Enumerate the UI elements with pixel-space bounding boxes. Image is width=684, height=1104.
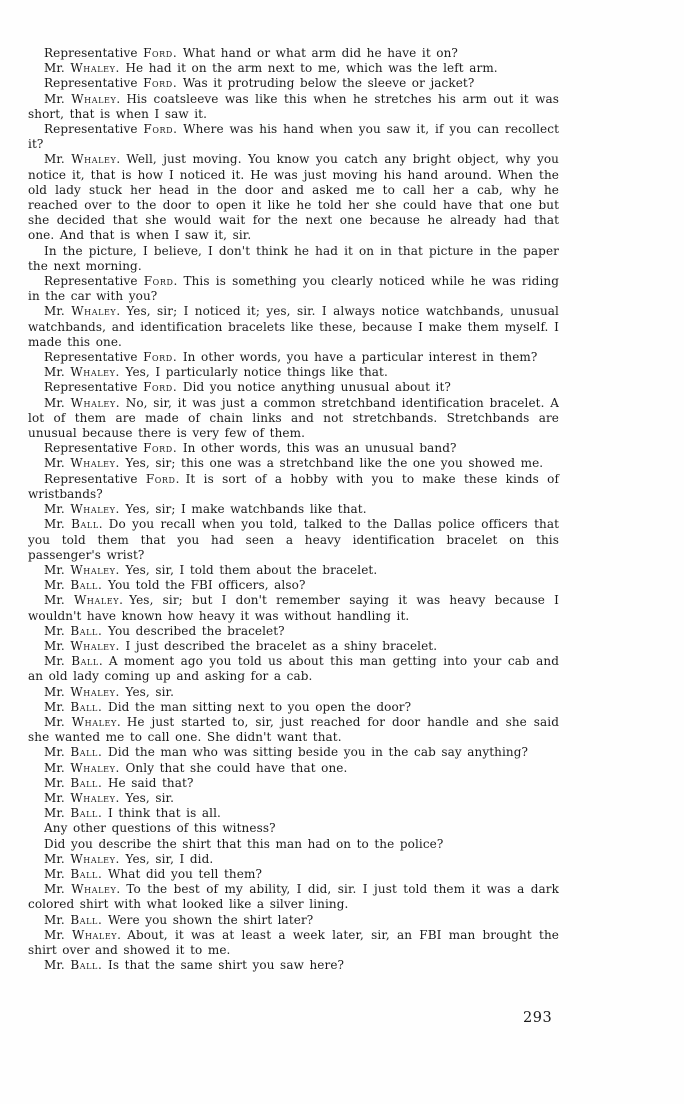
paragraph-text: This is something you clearly noticed while he was riding in the car with you?	[28, 274, 560, 304]
speaker-label	[44, 761, 125, 775]
testimony-paragraph	[28, 441, 559, 456]
paragraph-text: He said that?	[107, 775, 194, 790]
speaker-label	[44, 380, 183, 394]
paragraph-text: Yes, sir.	[125, 790, 174, 805]
paragraph-text: About, it was at least a week later, sir, an FBI man brought the shirt over and showed it to me.	[28, 927, 559, 957]
speaker-separator: .	[116, 714, 127, 729]
speaker-separator: .	[172, 380, 183, 395]
speaker-prefix: Mr.	[44, 714, 72, 729]
speaker-label	[44, 563, 125, 577]
speaker-name: Ford	[143, 380, 173, 395]
speaker-prefix: Representative	[44, 441, 144, 456]
paragraph-text: I think that is all.	[107, 806, 221, 821]
speaker-name: Ball	[70, 806, 98, 821]
speaker-name: Whaley	[70, 638, 116, 653]
speaker-separator: .	[115, 456, 126, 471]
speaker-prefix: Mr.	[44, 775, 71, 790]
paragraph-text: Yes, sir; this one was a stretchband like the one you showed me.	[125, 456, 544, 471]
speaker-label	[44, 913, 108, 927]
testimony-paragraph	[28, 958, 559, 973]
speaker-name: Ball	[70, 866, 98, 881]
speaker-separator: .	[116, 152, 127, 167]
testimony-paragraph	[28, 92, 559, 122]
testimony-paragraph	[28, 882, 559, 912]
speaker-label	[44, 776, 108, 790]
speaker-name: Ball	[70, 958, 98, 973]
speaker-prefix: Mr.	[44, 866, 71, 881]
speaker-name: Whaley	[71, 91, 117, 106]
testimony-paragraph	[28, 76, 559, 91]
testimony-paragraph	[28, 761, 559, 776]
paragraph-text: Is that the same shirt you saw here?	[107, 958, 345, 973]
speaker-name: Ball	[70, 578, 98, 593]
speaker-separator: .	[115, 684, 126, 699]
paragraph-text: Did you notice anything unusual about it?	[182, 380, 451, 395]
speaker-separator: .	[97, 745, 108, 760]
speaker-name: Ball	[70, 775, 98, 790]
speaker-prefix: Mr.	[44, 851, 71, 866]
speaker-label	[44, 396, 126, 410]
speaker-label	[44, 700, 108, 714]
speaker-separator: .	[116, 882, 127, 897]
paragraph-text: What did you tell them?	[107, 866, 262, 881]
paragraph-text: In other words, you have a particular interest in them?	[182, 350, 538, 365]
speaker-label	[44, 882, 126, 896]
speaker-label	[44, 639, 125, 653]
testimony-paragraph	[28, 624, 559, 639]
testimony-paragraph	[28, 654, 559, 684]
speaker-separator: .	[97, 578, 108, 593]
speaker-label	[44, 122, 183, 136]
speaker-separator: .	[173, 122, 184, 137]
speaker-label	[44, 852, 125, 866]
speaker-separator: .	[115, 61, 126, 76]
speaker-prefix: Mr.	[44, 365, 71, 380]
speaker-prefix: Mr.	[44, 578, 71, 593]
speaker-label	[44, 441, 183, 455]
speaker-prefix: Mr.	[44, 502, 71, 517]
speaker-separator: .	[97, 623, 108, 638]
speaker-prefix: Mr.	[44, 456, 71, 471]
testimony-paragraph	[28, 700, 559, 715]
speaker-name: Whaley	[70, 790, 116, 805]
testimony-paragraph	[28, 472, 559, 502]
speaker-separator: .	[115, 638, 126, 653]
speaker-label	[44, 593, 129, 607]
speaker-name: Ball	[71, 517, 99, 532]
speaker-label	[44, 958, 108, 972]
speaker-separator: .	[97, 958, 108, 973]
speaker-separator: .	[172, 350, 183, 365]
speaker-prefix: Mr.	[44, 699, 71, 714]
speaker-prefix: Mr.	[44, 882, 72, 897]
speaker-label	[44, 46, 183, 60]
testimony-paragraph	[28, 685, 559, 700]
speaker-prefix: Representative	[44, 471, 146, 486]
speaker-separator: .	[98, 654, 109, 669]
speaker-name: Ford	[145, 471, 176, 486]
speaker-separator: .	[115, 760, 126, 775]
speaker-label	[44, 791, 125, 805]
testimony-paragraph	[28, 244, 559, 274]
speaker-name: Ball	[70, 699, 98, 714]
speaker-name: Whaley	[71, 152, 117, 167]
speaker-prefix: Representative	[44, 274, 144, 289]
testimony-paragraph	[28, 304, 559, 350]
speaker-name: Ball	[71, 654, 99, 669]
speaker-name: Whaley	[70, 502, 116, 517]
testimony-paragraph	[28, 578, 559, 593]
speaker-name: Ford	[143, 274, 174, 289]
speaker-separator: .	[98, 517, 109, 532]
speaker-prefix: Mr.	[44, 395, 71, 410]
paragraph-text: Yes, sir, I told them about the bracelet.	[125, 562, 378, 577]
speaker-separator: .	[115, 851, 126, 866]
testimony-paragraph	[28, 396, 559, 442]
speaker-separator: .	[115, 790, 126, 805]
paragraph-text: Well, just moving. You know you catch any bright object, why you notice it, that is how I noticed it. He was just moving his hand around. When the old lady stuck her head in the door and asked me to call her a cab, why he reached over to the door to open it like he told her she could have that one but she decided that she would wait for the next one because he already had that one. And that is when I saw it, sir.	[28, 152, 559, 243]
page-number: 293	[523, 1010, 553, 1026]
speaker-separator: .	[173, 274, 184, 289]
testimony-paragraph	[28, 867, 559, 882]
speaker-name: Whaley	[71, 714, 117, 729]
testimony-paragraph	[28, 61, 559, 76]
speaker-name: Ball	[70, 745, 98, 760]
speaker-separator: .	[115, 395, 126, 410]
paragraph-text: I just described the bracelet as a shiny bracelet.	[125, 638, 438, 653]
speaker-label	[44, 472, 186, 486]
speaker-name: Ford	[143, 350, 173, 365]
speaker-name: Whaley	[70, 365, 116, 380]
speaker-prefix: Mr.	[44, 152, 72, 167]
speaker-name: Ford	[143, 46, 173, 60]
testimony-paragraph	[28, 350, 559, 365]
paragraph-text: His coatsleeve was like this when he stretches his arm out it was short, that is when I saw it.	[28, 91, 559, 121]
testimony-paragraph	[28, 852, 559, 867]
speaker-prefix: Mr.	[44, 790, 71, 805]
speaker-separator: .	[116, 304, 127, 319]
speaker-name: Whaley	[70, 562, 116, 577]
speaker-name: Whaley	[71, 304, 117, 319]
speaker-name: Ball	[70, 912, 98, 927]
speaker-prefix: Mr.	[44, 638, 71, 653]
testimony-paragraph	[28, 274, 559, 304]
speaker-separator: .	[97, 699, 108, 714]
paragraph-text: In the picture, I believe, I don't think he had it on in that picture in the paper the next morning.	[28, 243, 559, 273]
testimony-paragraph	[28, 46, 559, 61]
speaker-label	[44, 624, 108, 638]
speaker-name: Whaley	[72, 927, 118, 942]
speaker-label	[44, 654, 109, 668]
speaker-label	[44, 867, 108, 881]
testimony-paragraph	[28, 776, 559, 791]
testimony-paragraph	[28, 517, 559, 563]
speaker-label	[44, 61, 125, 75]
paragraph-text: Yes, sir; but I don't remember saying it was heavy because I wouldn't have known how heavy it was without handling it.	[28, 593, 559, 623]
paragraph-text: Do you recall when you told, talked to the Dallas police officers that you told them that you had seen a heavy identification bracelet on this passenger's wrist?	[28, 517, 559, 562]
speaker-name: Whaley	[70, 760, 116, 775]
speaker-separator: .	[172, 441, 183, 456]
speaker-separator: .	[172, 76, 183, 91]
testimony-paragraph	[28, 928, 559, 958]
paragraph-text: You described the bracelet?	[107, 623, 285, 638]
speaker-name: Whaley	[70, 395, 116, 410]
testimony-paragraph	[28, 639, 559, 654]
paragraph-text: In other words, this was an unusual band?	[182, 441, 457, 456]
testimony-body	[28, 46, 559, 973]
speaker-label	[44, 76, 183, 90]
speaker-name: Whaley	[71, 882, 117, 897]
paragraph-text: No, sir, it was just a common stretchband identification bracelet. A lot of them are made of chain links and not stretchbands. Stretchbands are unusual because there is very few of them.	[28, 395, 559, 441]
testimony-paragraph	[28, 745, 559, 760]
paragraph-text: Did you describe the shirt that this man had on to the police?	[44, 836, 444, 851]
speaker-prefix: Mr.	[44, 760, 71, 775]
paragraph-text: Yes, sir; I noticed it; yes, sir. I always notice watchbands, unusual watchbands, and identification bracelets like these, because I make them myself. I made this one.	[28, 304, 559, 349]
speaker-separator: .	[97, 912, 108, 927]
speaker-label	[44, 365, 125, 379]
speaker-label	[44, 92, 126, 106]
testimony-paragraph	[28, 456, 559, 471]
paragraph-text: Were you shown the shirt later?	[107, 912, 314, 927]
speaker-separator: .	[119, 593, 130, 608]
testimony-paragraph	[28, 821, 559, 836]
paragraph-text: Did the man sitting next to you open the door?	[107, 699, 412, 714]
paragraph-text: To the best of my ability, I did, sir. I just told them it was a dark colored shirt with what looked like a silver lining.	[28, 882, 559, 912]
speaker-label	[44, 152, 126, 166]
paragraph-text: Was it protruding below the sleeve or jacket?	[182, 76, 475, 91]
speaker-label	[44, 274, 184, 288]
speaker-prefix: Mr.	[44, 654, 72, 669]
speaker-prefix: Mr.	[44, 745, 71, 760]
speaker-name: Whaley	[70, 456, 116, 471]
speaker-name: Ford	[143, 441, 173, 456]
speaker-name: Ford	[143, 76, 173, 91]
speaker-prefix: Representative	[44, 122, 144, 137]
speaker-prefix: Mr.	[44, 806, 71, 821]
testimony-paragraph	[28, 365, 559, 380]
testimony-paragraph	[28, 791, 559, 806]
testimony-paragraph	[28, 913, 559, 928]
paragraph-text: You told the FBI officers, also?	[107, 578, 306, 593]
speaker-name: Whaley	[70, 684, 116, 699]
speaker-prefix: Representative	[44, 380, 144, 395]
speaker-name: Whaley	[73, 593, 120, 608]
speaker-label	[44, 745, 108, 759]
paragraph-text: Yes, sir.	[125, 684, 174, 699]
speaker-name: Whaley	[70, 61, 116, 76]
speaker-separator: .	[115, 365, 126, 380]
paragraph-text: Only that she could have that one.	[125, 760, 348, 775]
paragraph-text: He had it on the arm next to me, which was the left arm.	[125, 61, 498, 76]
speaker-prefix: Representative	[44, 46, 144, 60]
testimony-paragraph	[28, 122, 559, 152]
speaker-prefix: Mr.	[44, 91, 72, 106]
speaker-prefix: Mr.	[44, 593, 74, 608]
speaker-prefix: Mr.	[44, 684, 71, 699]
paragraph-text: A moment ago you told us about this man getting into your cab and an old lady coming up and asking for a cab.	[28, 654, 559, 684]
paragraph-text: Any other questions of this witness?	[44, 821, 276, 836]
speaker-name: Ball	[70, 623, 98, 638]
speaker-separator: .	[172, 46, 183, 60]
testimony-paragraph	[28, 593, 559, 623]
paragraph-text: It is sort of a hobby with you to make these kinds of wristbands?	[28, 471, 559, 501]
speaker-name: Whaley	[70, 851, 116, 866]
speaker-label	[44, 685, 125, 699]
paragraph-text: What hand or what arm did he have it on?	[182, 46, 458, 60]
speaker-prefix: Mr.	[44, 958, 71, 973]
speaker-separator: .	[117, 927, 128, 942]
paragraph-text: Yes, sir, I did.	[125, 851, 214, 866]
speaker-prefix: Representative	[44, 76, 144, 91]
paragraph-text: He just started to, sir, just reached for door handle and she said she wanted me to call one. She didn't want that.	[28, 714, 559, 745]
paragraph-text: Did the man who was sitting beside you in the cab say anything?	[107, 745, 529, 760]
testimony-paragraph	[28, 502, 559, 517]
speaker-label	[44, 806, 108, 820]
speaker-label	[44, 502, 125, 516]
testimony-paragraph	[28, 837, 559, 852]
speaker-name: Ford	[143, 122, 174, 137]
testimony-paragraph	[28, 380, 559, 395]
speaker-separator: .	[116, 91, 127, 106]
testimony-paragraph	[28, 563, 559, 578]
testimony-paragraph	[28, 715, 559, 745]
speaker-separator: .	[97, 866, 108, 881]
speaker-prefix: Mr.	[44, 517, 72, 532]
speaker-separator: .	[115, 562, 126, 577]
speaker-prefix: Mr.	[44, 304, 72, 319]
speaker-separator: .	[175, 471, 186, 486]
paragraph-text: Yes, I particularly notice things like that.	[125, 365, 388, 380]
speaker-label	[44, 517, 109, 531]
speaker-separator: .	[115, 502, 126, 517]
paragraph-text: Yes, sir; I make watchbands like that.	[125, 502, 367, 517]
paragraph-text: Where was his hand when you saw it, if you can recollect it?	[28, 122, 559, 152]
speaker-label	[44, 350, 183, 364]
testimony-paragraph	[28, 806, 559, 821]
speaker-separator: .	[97, 806, 108, 821]
speaker-prefix: Mr.	[44, 927, 73, 942]
testimony-paragraph	[28, 152, 559, 243]
speaker-label	[44, 456, 125, 470]
speaker-label	[44, 578, 108, 592]
speaker-label	[44, 928, 127, 942]
speaker-prefix: Mr.	[44, 623, 71, 638]
speaker-label	[44, 304, 126, 318]
speaker-prefix: Representative	[44, 350, 144, 365]
speaker-prefix: Mr.	[44, 912, 71, 927]
speaker-prefix: Mr.	[44, 562, 71, 577]
speaker-prefix: Mr.	[44, 61, 71, 76]
speaker-separator: .	[97, 775, 108, 790]
speaker-label	[44, 715, 127, 729]
